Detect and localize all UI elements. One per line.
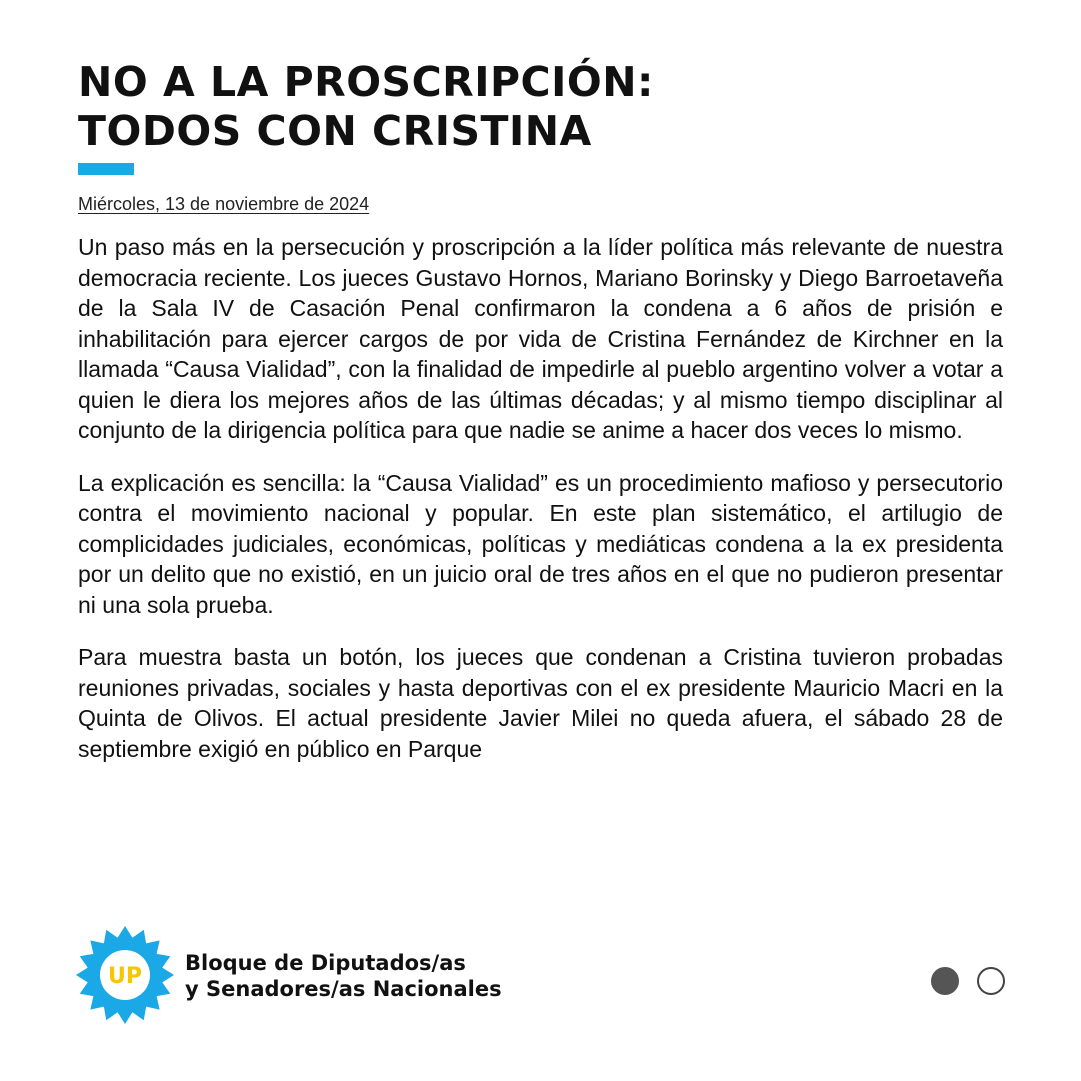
page-dot-2[interactable]	[977, 967, 1005, 995]
organization-name-line-1: Bloque de Diputados/as	[185, 951, 466, 975]
accent-bar	[78, 163, 134, 175]
footer	[75, 925, 1015, 1025]
organization-name-line-2: y Senadores/as Nacionales	[185, 977, 502, 1001]
page-dot-1[interactable]	[931, 967, 959, 995]
page-title	[78, 58, 978, 156]
logo-text: UP	[108, 964, 142, 989]
paragraph-2: La explicación es sencilla: la “Causa Vialidad” es un procedimiento mafioso y persecutorio contra el movimiento nacional y popular. En este plan sistemático, el artilugio de complicidades judiciales, económicas, políticas y mediáticas condena a la ex presidenta por un delito que no existió, en un juicio oral de tres años en el que no pudieron presentar ni una sola prueba.	[78, 469, 1003, 618]
title-line-1: NO A LA PROSCRIPCIÓN:	[78, 58, 654, 106]
article-body	[78, 232, 1003, 786]
paragraph-3: Para muestra basta un botón, los jueces que condenan a Cristina tuvieron probadas reuniones privadas, sociales y hasta deportivas con el ex presidente Mauricio Macri en la Quinta de Olivos. El actual presidente Javier Milei no queda afuera, el sábado 28 de septiembre exigió en público en Parque	[78, 644, 1003, 762]
paragraph-1: Un paso más en la persecución y proscripción a la líder política más relevante de nuestra democracia reciente. Los jueces Gustavo Hornos, Mariano Borinsky y Diego Barroetaveña de la Sala IV de Casación Penal confirmaron la condena a 6 años de prisión e inhabilitación para ejercer cargos de por vida de Cristina Fernández de Kirchner en la llamada “Causa Vialidad”, con la finalidad de impedirle al pueblo argentino volver a votar a quien le diera los mejores años de las últimas décadas; y al mismo tiempo disciplinar al conjunto de la dirigencia política para que nadie se anime a hacer dos veces lo mismo.	[78, 234, 1003, 443]
carousel-pagination	[931, 967, 1005, 995]
title-line-2: TODOS CON CRISTINA	[78, 107, 592, 155]
up-sun-logo-icon	[75, 925, 175, 1025]
publication-date: Miércoles, 13 de noviembre de 2024	[78, 194, 370, 214]
organization-name	[185, 950, 502, 1002]
